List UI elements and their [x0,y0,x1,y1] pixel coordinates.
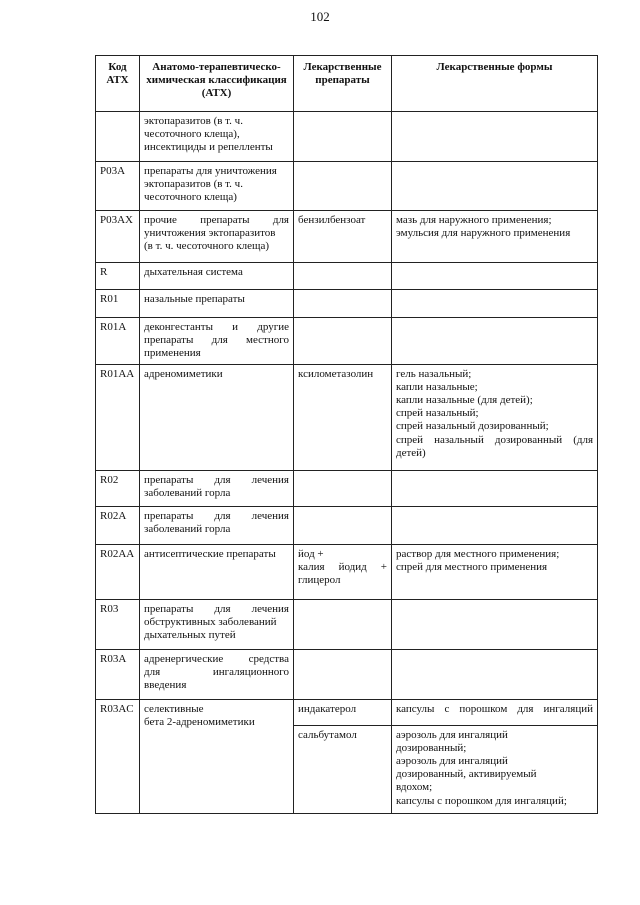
cell-line: детей) [396,446,426,459]
cell-line: калия йодид + [298,560,387,573]
cell-line: (в т. ч. чесоточного клеща) [144,240,270,253]
cell-line: раствор для местного применения; [396,547,560,560]
cell-line: дыхательная система [144,266,243,278]
cell-forms [392,162,598,211]
cell-line: назальные препараты [144,293,245,305]
cell-line: аэрозоль для ингаляций [396,755,508,768]
cell-code: R01A [96,318,140,365]
cell-code: P03A [96,162,140,211]
cell-line: капсулы с порошком для ингаляций [396,702,593,715]
cell-drugs [294,211,392,263]
cell-line: эктопаразитов (в т. ч. [144,115,243,127]
header-classification: Анатомо-терапевтическо-химическая классификация (АТХ) [140,56,294,112]
cell-classification [140,162,294,211]
cell-code: R02AA [96,544,140,599]
cell-code: R01AA [96,364,140,470]
page-number: 102 [310,9,330,24]
cell-line: аэрозоль для ингаляций [396,728,508,741]
cell-classification [140,506,294,544]
cell-drugs [294,544,392,599]
cell-drugs [294,263,392,290]
cell-drugs [294,162,392,211]
table-row [96,699,598,725]
cell-classification [140,544,294,599]
table-row [96,318,598,365]
cell-drugs [294,470,392,506]
cell-code: P03AX [96,211,140,263]
cell-forms [392,263,598,290]
table-row [96,364,598,470]
cell-code: R03AC [96,699,140,813]
atx-classification-table [95,55,598,814]
cell-forms [392,318,598,365]
header-forms: Лекарственные формы [392,56,598,112]
cell-code: R02A [96,506,140,544]
cell-code: R02 [96,470,140,506]
cell-code: R01 [96,290,140,318]
cell-drugs [294,290,392,318]
table-row [96,470,598,506]
cell-classification [140,699,294,813]
cell-forms [392,470,598,506]
cell-classification [140,211,294,263]
cell-line: деконгестанты и другие [144,321,289,333]
cell-drugs: индакатерол [294,699,392,725]
cell-classification [140,290,294,318]
cell-line: чесоточного клеща), [144,128,240,141]
cell-line: бензилбензоат [298,214,366,226]
cell-line: заболеваний горла [144,522,231,535]
cell-line: чесоточного клеща) [144,191,237,204]
cell-forms [392,544,598,599]
cell-forms [392,112,598,162]
cell-line: спрей для местного применения [396,560,548,573]
cell-line: дозированный, активируемый [396,768,537,781]
cell-line: спрей назальный дозированный (для [396,433,593,446]
cell-line: препараты для лечения [144,602,289,615]
table-row [96,263,598,290]
cell-classification [140,649,294,699]
cell-classification [140,470,294,506]
cell-line: гель назальный; [396,367,472,380]
cell-line: спрей назальный дозированный; [396,420,549,433]
cell-code: R03A [96,649,140,699]
cell-code: R03 [96,599,140,649]
table-header-row [96,56,598,112]
cell-line: для ингаляционного [144,665,289,678]
table-row [96,290,598,318]
cell-line: капли назальные; [396,380,478,393]
cell-line: заболеваний горла [144,486,231,499]
cell-line: ксилометазолин [298,367,374,380]
cell-line: препараты для местного [144,334,289,347]
cell-line: капсулы с порошком для ингаляций; [396,794,567,807]
cell-line: препараты для лечения [144,509,289,522]
cell-line: применения [144,347,201,360]
cell-forms [392,290,598,318]
cell-classification [140,599,294,649]
cell-line: прочие препараты для [144,214,289,226]
cell-line: адреномиметики [144,367,223,380]
table-row [96,599,598,649]
cell-line: мазь для наружного применения; [396,214,552,226]
table-row [96,112,598,162]
cell-line: эктопаразитов (в т. ч. [144,178,243,191]
cell-drugs [294,599,392,649]
cell-line: препараты для уничтожения [144,165,277,177]
header-code: Код АТХ [96,56,140,112]
cell-line: введения [144,679,187,692]
cell-line: адренергические средства [144,652,289,665]
cell-forms [392,599,598,649]
table-body [96,112,598,814]
cell-line: антисептические препараты [144,547,276,560]
cell-forms [392,506,598,544]
cell-line: обструктивных заболеваний [144,615,277,628]
cell-line: дыхательных путей [144,629,236,642]
cell-forms [392,699,598,725]
cell-code [96,112,140,162]
cell-classification [140,112,294,162]
cell-drugs [294,364,392,470]
cell-classification [140,318,294,365]
cell-line: глицерол [298,574,341,587]
cell-code: R [96,263,140,290]
cell-forms [392,364,598,470]
cell-line: эмульсия для наружного применения [396,227,571,240]
cell-line: дозированный; [396,741,467,754]
cell-line: препараты для лечения [144,473,289,486]
cell-classification [140,263,294,290]
cell-forms [392,211,598,263]
cell-drugs [294,649,392,699]
table-row [96,211,598,263]
cell-line: спрей назальный; [396,407,479,420]
cell-line: йод + [298,547,324,560]
cell-line: уничтожения эктопаразитов [144,227,276,240]
header-drugs: Лекарственные препараты [294,56,392,112]
cell-line: вдохом; [396,781,433,794]
cell-forms [392,725,598,813]
cell-line: селективные [144,702,204,715]
cell-drugs [294,112,392,162]
cell-line: бета 2-адреномиметики [144,715,255,728]
table-row [96,544,598,599]
table-row [96,649,598,699]
cell-classification [140,364,294,470]
table-row [96,162,598,211]
table-row [96,506,598,544]
cell-line: капли назальные (для детей); [396,394,533,407]
cell-drugs [294,506,392,544]
cell-drugs [294,318,392,365]
cell-line: инсектициды и репелленты [144,141,273,154]
cell-drugs: сальбутамол [294,725,392,813]
cell-forms [392,649,598,699]
